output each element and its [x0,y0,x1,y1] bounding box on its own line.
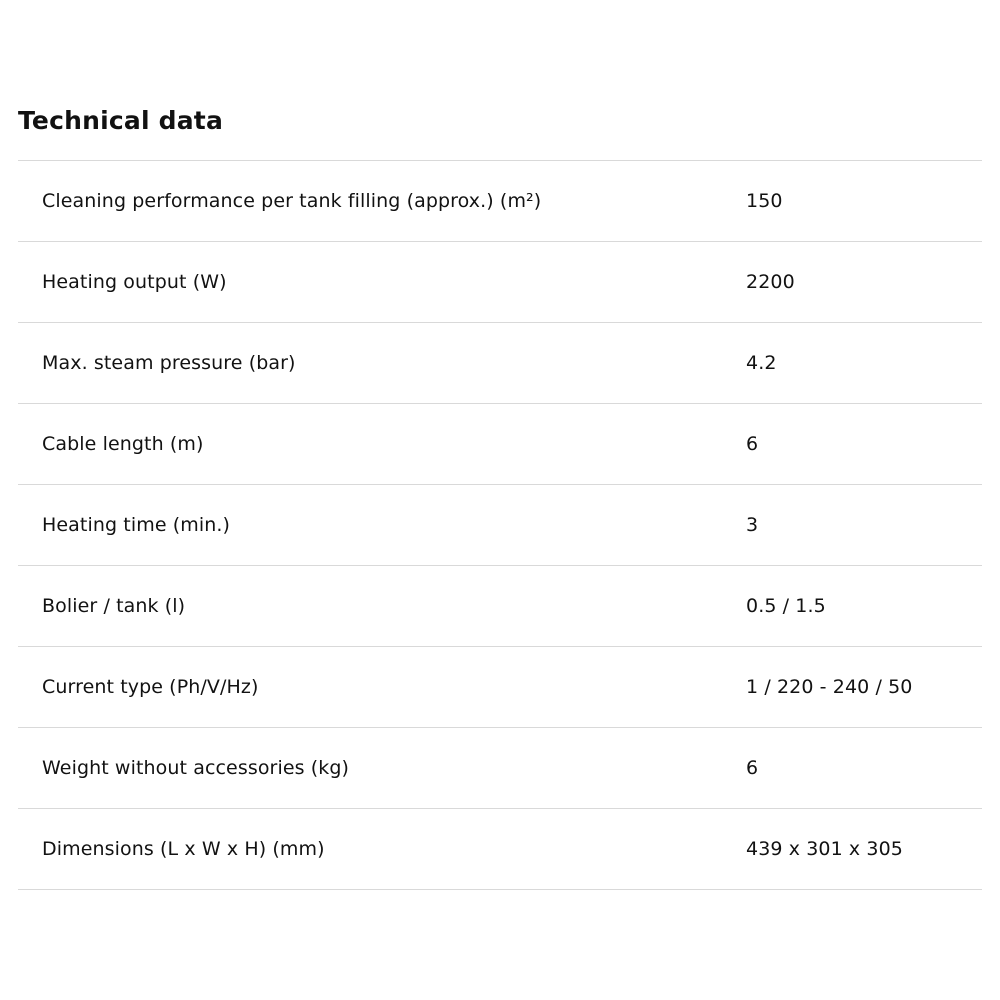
spec-value: 4.2 [742,323,982,404]
table-row [18,242,982,323]
spec-value: 150 [742,161,982,242]
table-body [18,161,982,890]
spec-label: Bolier / tank (l) [18,566,742,647]
table-row [18,485,982,566]
table-row [18,647,982,728]
spec-label: Heating time (min.) [18,485,742,566]
table-row [18,728,982,809]
technical-data-table [18,160,982,890]
spec-value: 439 x 301 x 305 [742,809,982,890]
spec-value: 2200 [742,242,982,323]
spec-label: Dimensions (L x W x H) (mm) [18,809,742,890]
spec-value: 0.5 / 1.5 [742,566,982,647]
spec-value: 6 [742,404,982,485]
table-row [18,323,982,404]
spec-value: 3 [742,485,982,566]
spec-label: Max. steam pressure (bar) [18,323,742,404]
table-row [18,404,982,485]
spec-label: Weight without accessories (kg) [18,728,742,809]
table-row [18,809,982,890]
spec-label: Current type (Ph/V/Hz) [18,647,742,728]
spec-label: Cable length (m) [18,404,742,485]
spec-label: Cleaning performance per tank filling (approx.) (m²) [18,161,742,242]
table-row [18,566,982,647]
spec-label: Heating output (W) [18,242,742,323]
spec-value: 6 [742,728,982,809]
table-row [18,161,982,242]
spec-value: 1 / 220 - 240 / 50 [742,647,982,728]
page-title: Technical data [18,106,224,135]
